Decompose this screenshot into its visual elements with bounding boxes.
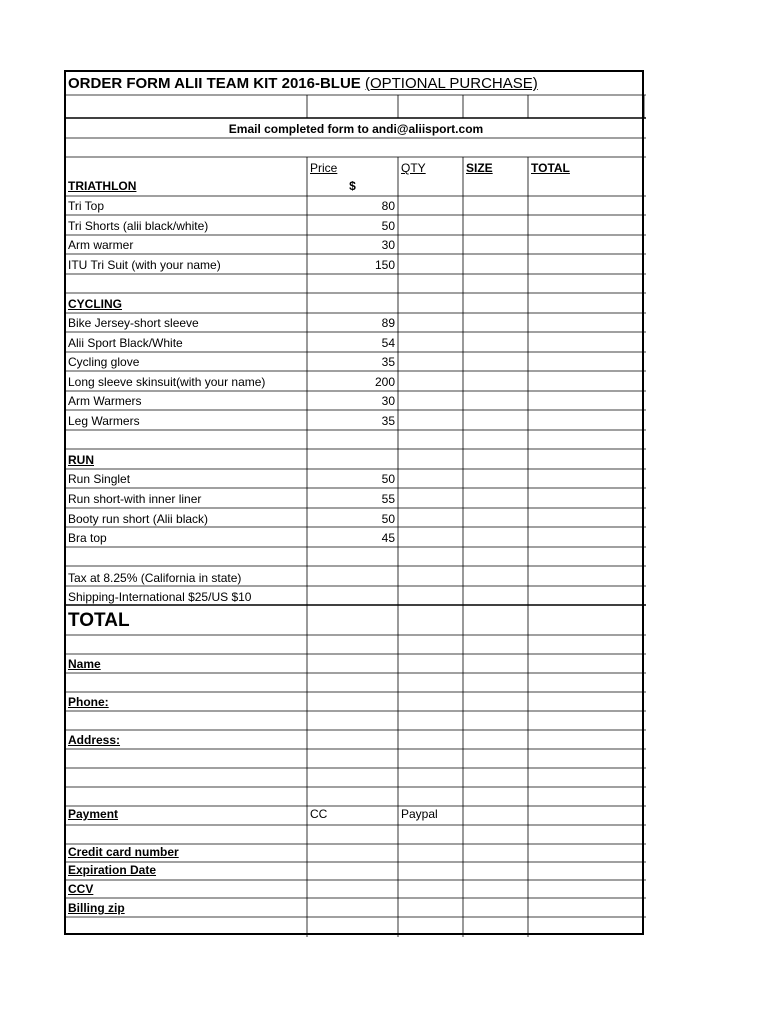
section-title-cycling: CYCLING: [68, 297, 122, 311]
form-title: [68, 75, 538, 93]
credit-card-number-label: Credit card number: [68, 845, 179, 859]
currency-symbol: $: [349, 179, 356, 193]
header-price: Price: [310, 161, 338, 175]
phone-label: Phone:: [68, 695, 109, 709]
address-label: Address:: [68, 733, 121, 747]
item-price: 89: [381, 316, 395, 330]
item-price: 30: [381, 394, 395, 408]
item-price: 55: [381, 492, 395, 506]
shipping-label: Shipping-International $25/US $10: [68, 590, 252, 604]
item-name: Alii Sport Black/White: [68, 336, 183, 350]
ccv-label: CCV: [68, 882, 94, 896]
item-price: 35: [381, 355, 395, 369]
expiration-date-label: Expiration Date: [68, 863, 157, 877]
item-name: Bike Jersey-short sleeve: [68, 316, 199, 330]
header-qty: QTY: [401, 161, 426, 175]
item-price: 50: [381, 472, 395, 486]
item-price: 54: [381, 336, 395, 350]
email-note: Email completed form to andi@aliisport.com: [228, 122, 484, 136]
header-total: TOTAL: [531, 161, 570, 175]
header-size: SIZE: [466, 161, 493, 175]
section-title-triathlon: TRIATHLON: [68, 179, 137, 193]
item-name: Tri Shorts (alii black/white): [68, 219, 209, 233]
item-price: 150: [374, 258, 395, 272]
form-title-optional: (OPTIONAL PURCHASE): [364, 75, 538, 92]
order-form-sheet: [64, 70, 644, 935]
billing-zip-label: Billing zip: [68, 901, 125, 915]
item-name: Run Singlet: [68, 472, 131, 486]
item-price: 200: [374, 375, 395, 389]
payment-option-paypal: Paypal: [401, 807, 438, 821]
item-name: Booty run short (Alii black): [68, 512, 209, 526]
item-price: 50: [381, 219, 395, 233]
item-name: Tri Top: [68, 199, 105, 213]
item-name: Cycling glove: [68, 355, 140, 369]
tax-label: Tax at 8.25% (California in state): [68, 571, 242, 585]
item-name: ITU Tri Suit (with your name): [68, 258, 221, 272]
item-name: Bra top: [68, 531, 107, 545]
form-title-main: ORDER FORM ALII TEAM KIT 2016-BLUE: [68, 75, 361, 92]
item-name: Arm warmer: [68, 238, 134, 252]
item-price: 35: [381, 414, 395, 428]
payment-label: Payment: [68, 807, 119, 821]
item-price: 45: [381, 531, 395, 545]
name-label: Name: [68, 657, 101, 671]
item-name: Run short-with inner liner: [68, 492, 202, 506]
item-name: Long sleeve skinsuit(with your name): [68, 375, 266, 389]
item-name: Arm Warmers: [68, 394, 142, 408]
item-price: 50: [381, 512, 395, 526]
payment-option-cc: CC: [310, 807, 328, 821]
item-price: 80: [381, 199, 395, 213]
grand-total-label: TOTAL: [68, 610, 130, 631]
item-price: 30: [381, 238, 395, 252]
item-name: Leg Warmers: [68, 414, 140, 428]
section-title-run: RUN: [68, 453, 94, 467]
